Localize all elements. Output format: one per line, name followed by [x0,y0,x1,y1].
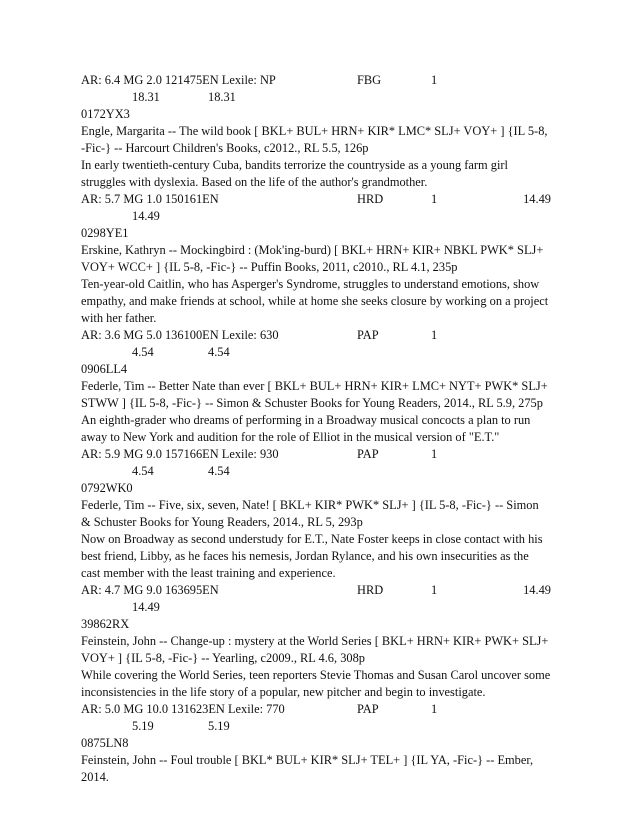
total-price: 5.19 [208,719,230,733]
quantity: 1 [431,328,438,342]
citation: Engle, Margarita -- The wild book [ BKL+ BUL+ HRN+ KIR* LMC* SLJ+ VOY+ ] {IL 5-8, -Fic-} -- Harcourt Children's Books, c2012., RL 5.5, 126p [81,124,548,155]
summary: An eighth-grader who dreams of performing in a Broadway musical concocts a plan to run away to New York and audition for the role of Elliot in the musical version of "E.T." [81,413,531,444]
binding-code: PAP [357,328,379,342]
unit-price: 4.54 [132,345,154,359]
ar-line [81,701,551,718]
quantity: 1 [431,583,438,597]
total-price: 18.31 [208,90,236,104]
binding-code: FBG [357,73,382,87]
binding-code: HRD [357,192,384,206]
control-number: 0792WK0 [81,481,133,495]
ar-info: AR: 3.6 MG 5.0 136100EN Lexile: 630 [81,328,279,342]
price-line [81,718,551,735]
price-line [81,599,551,616]
catalog-listing [81,72,551,786]
ar-info: AR: 5.9 MG 9.0 157166EN Lexile: 930 [81,447,279,461]
price-line [81,463,551,480]
price-line [81,344,551,361]
control-number: 0875LN8 [81,736,129,750]
ar-line [81,72,551,89]
summary: Now on Broadway as second understudy for E.T., Nate Foster keeps in close contact with his best friend, Libby, as he faces his nemesis, Jordan Rylance, and his own insecurities as the cast member with the least training and experience. [81,532,543,580]
quantity: 1 [431,702,438,716]
binding-code: PAP [357,702,379,716]
ar-info: AR: 5.7 MG 1.0 150161EN [81,192,219,206]
ar-info: AR: 6.4 MG 2.0 121475EN Lexile: NP [81,73,276,87]
citation: Feinstein, John -- Change-up : mystery at the World Series [ BKL+ HRN+ KIR+ PWK+ SLJ+ VOY+ ] {IL 5-8, -Fic-} -- Yearling, c2009., RL 4.6, 308p [81,634,549,665]
control-number: 39862RX [81,617,130,631]
summary: While covering the World Series, teen reporters Stevie Thomas and Susan Carol uncover some inconsistencies in the life story of a popular, new pitcher and begin to investigate. [81,668,551,699]
ar-line [81,446,551,463]
summary: In early twentieth-century Cuba, bandits terrorize the countryside as a young farm girl struggles with dyslexia. Based on the life of the author's grandmother. [81,158,508,189]
unit-price: 5.19 [132,719,154,733]
total-price: 4.54 [208,345,230,359]
ar-info: AR: 5.0 MG 10.0 131623EN Lexile: 770 [81,702,285,716]
unit-price: 18.31 [132,90,160,104]
citation: Federle, Tim -- Better Nate than ever [ BKL+ BUL+ HRN+ KIR+ LMC+ NYT+ PWK* SLJ+ STWW ] {IL 5-8, -Fic-} -- Simon & Schuster Books for Young Readers, 2014., RL 5.9, 275p [81,379,548,410]
ar-info: AR: 4.7 MG 9.0 163695EN [81,583,219,597]
unit-price: 14.49 [132,209,160,223]
total-price: 4.54 [208,464,230,478]
ar-line [81,582,551,599]
citation: Erskine, Kathryn -- Mockingbird : (Mok'ing-burd) [ BKL+ HRN+ KIR+ NBKL PWK* SLJ+ VOY+ WCC+ ] {IL 5-8, -Fic-} -- Puffin Books, 2011, c2010., RL 4.1, 235p [81,243,544,274]
control-number: 0172YX3 [81,107,130,121]
list-price: 14.49 [523,192,551,206]
quantity: 1 [431,192,438,206]
citation: Feinstein, John -- Foul trouble [ BKL* BUL+ KIR* SLJ+ TEL+ ] {IL YA, -Fic-} -- Ember, 2014. [81,753,534,784]
control-number: 0298YE1 [81,226,129,240]
price-line [81,89,551,106]
unit-price: 4.54 [132,464,154,478]
summary: Ten-year-old Caitlin, who has Asperger's Syndrome, struggles to understand emotions, show empathy, and make friends at school, while at home she seeks closure by working on a project with her father. [81,277,549,325]
list-price: 14.49 [523,583,551,597]
binding-code: HRD [357,583,384,597]
ar-line [81,327,551,344]
ar-line [81,191,551,208]
price-line [81,208,551,225]
citation: Federle, Tim -- Five, six, seven, Nate! [ BKL+ KIR* PWK* SLJ+ ] {IL 5-8, -Fic-} -- Simon & Schuster Books for Young Readers, 2014., RL 5, 293p [81,498,539,529]
quantity: 1 [431,447,438,461]
quantity: 1 [431,73,438,87]
unit-price: 14.49 [132,600,160,614]
control-number: 0906LL4 [81,362,128,376]
binding-code: PAP [357,447,379,461]
